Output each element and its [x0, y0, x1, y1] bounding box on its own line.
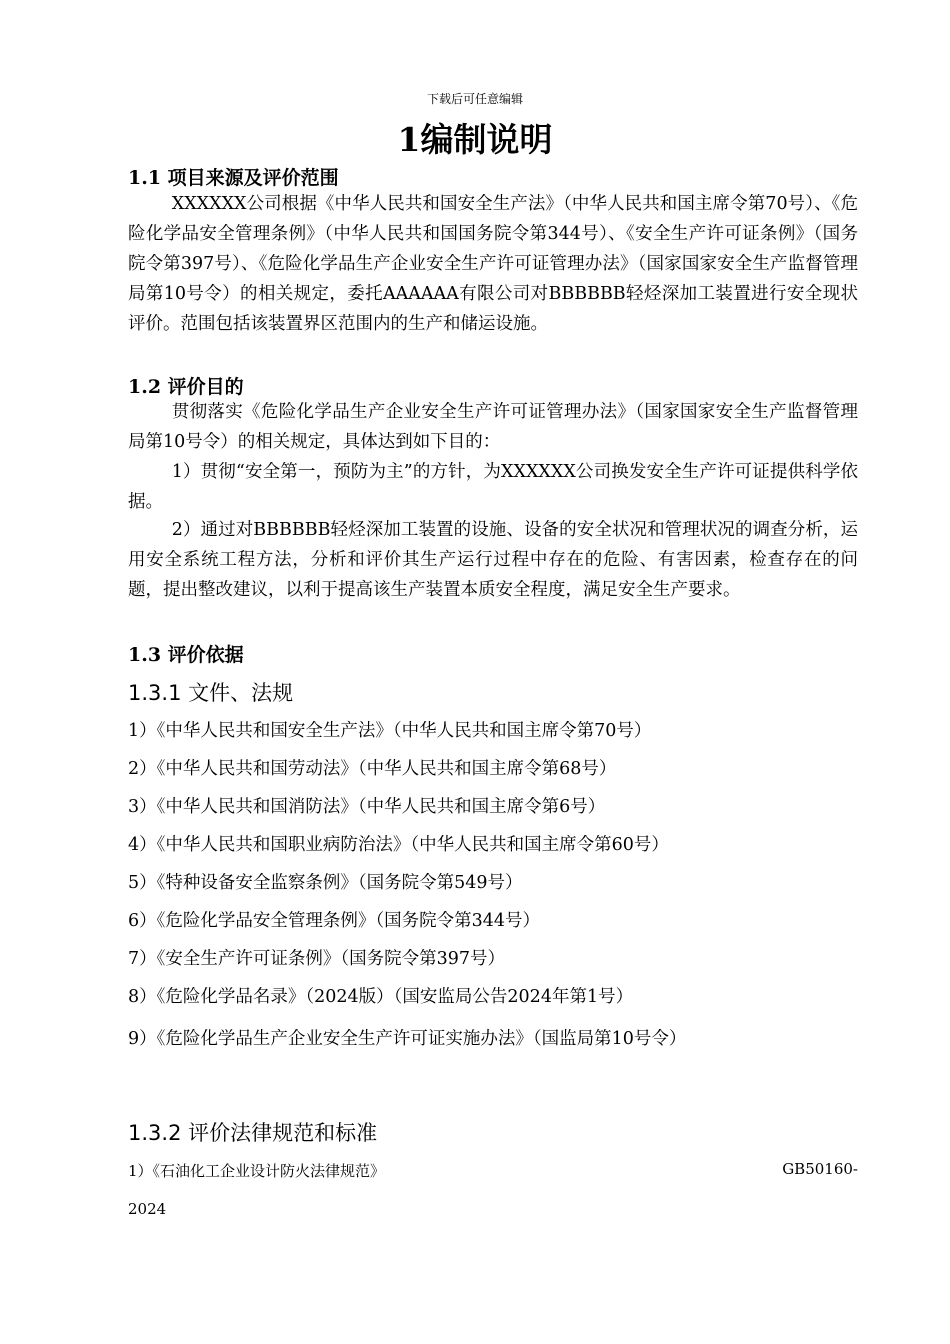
law-list-item-2: 2）《中华人民共和国劳动法》（中华人民共和国主席令第68号）	[128, 759, 617, 779]
header-note: 下载后可任意编辑	[426, 92, 523, 106]
law-list-item-7: 7）《安全生产许可证条例》（国务院令第397号）	[128, 949, 506, 969]
law-list-item-3: 3）《中华人民共和国消防法》（中华人民共和国主席令第6号）	[128, 797, 606, 817]
section-1-2-intro: 贯彻落实《危险化学品生产企业安全生产许可证管理办法》（国家国家安全生产监督管理局第10号令）的相关规定，具体达到如下目的：	[128, 402, 858, 452]
section-1-2-item-1: 1）贯彻“安全第一，预防为主”的方针，为XXXXXX公司换发安全生产许可证提供科学依据。	[128, 462, 858, 512]
section-1-3-heading: 1.3 评价依据	[128, 644, 244, 666]
law-list-item-5: 5）《特种设备安全监察条例》（国务院令第549号）	[128, 873, 523, 893]
section-1-1-text: XXXXXX公司根据《中华人民共和国安全生产法》（中华人民共和国主席令第70号）、《危险化学品安全管理条例》（中华人民共和国国务院令第344号）、《安全生产许可证条例》（国务院令第397号）、《危险化学品生产企业安全生产许可证管理办法》（国家国家安全生产监督管理局第10号令）的相关规定，委托AAAAAA有限公司对BBBBBB轻烃深加工装置进行安全现状评价。范围包括该装置界区范围内的生产和储运设施。	[128, 194, 858, 334]
document-title: 1编制说明	[397, 120, 553, 159]
law-list-item-6: 6）《危险化学品安全管理条例》（国务院令第344号）	[128, 911, 541, 931]
law-list-item-4: 4）《中华人民共和国职业病防治法》（中华人民共和国主席令第60号）	[128, 835, 669, 855]
law-list-item-8: 8）《危险化学品名录》（2024版）（国安监局公告2024年第1号）	[128, 987, 634, 1007]
law-list-item-9: 9）《危险化学品生产企业安全生产许可证实施办法》（国监局第10号令）	[128, 1029, 687, 1049]
section-1-1-heading: 1.1 项目来源及评价范围	[128, 167, 339, 189]
standard-item-1-code: GB50160-	[782, 1160, 858, 1178]
law-list-item-1: 1）《中华人民共和国安全生产法》（中华人民共和国主席令第70号）	[128, 721, 652, 741]
standard-item-1-code-continued: 2024	[128, 1200, 167, 1218]
section-1-3-1-heading: 1.3.1 文件、法规	[128, 681, 294, 705]
standard-item-1-name: 1）《石油化工企业设计防火法律规范》	[128, 1162, 386, 1180]
standard-item-1	[128, 1160, 858, 1181]
section-1-2-item-2: 2）通过对BBBBBB轻烃深加工装置的设施、设备的安全状况和管理状况的调查分析，运用安全系统工程方法，分析和评价其生产运行过程中存在的危险、有害因素，检查存在的问题，提出整改建议，以利于提高该生产装置本质安全程度，满足安全生产要求。	[128, 520, 858, 600]
section-1-2-heading: 1.2 评价目的	[128, 376, 244, 398]
section-1-3-2-heading: 1.3.2 评价法律规范和标准	[128, 1121, 378, 1145]
